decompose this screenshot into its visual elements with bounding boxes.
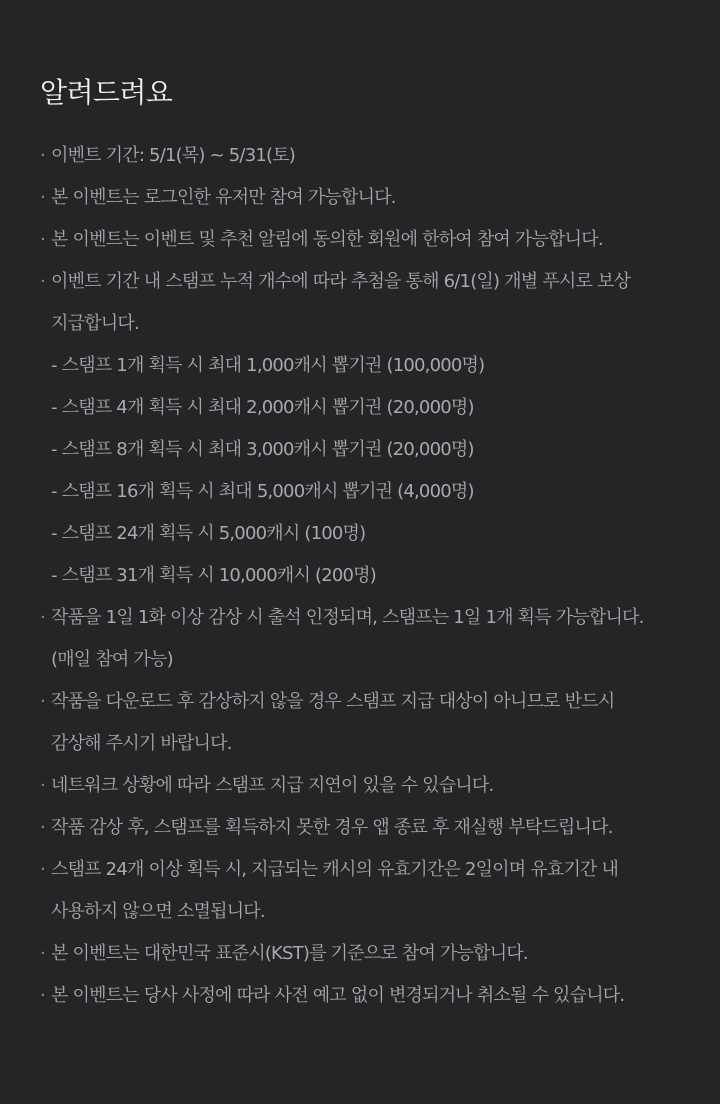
notice-item-text: 본 이벤트는 이벤트 및 추천 알림에 동의한 회원에 한하여 참여 가능합니다. xyxy=(51,229,603,250)
notice-list xyxy=(40,135,690,1017)
notice-item-network xyxy=(40,765,690,807)
notice-item-restart xyxy=(40,807,690,849)
notice-item-text: 지급합니다. xyxy=(51,313,139,334)
notice-item-text: 작품 감상 후, 스탬프를 획득하지 못한 경우 앱 종료 후 재실행 부탁드립니다. xyxy=(51,817,613,838)
notice-item-text: 이벤트 기간: 5/1(목) ~ 5/31(토) xyxy=(51,145,296,166)
reward-tier: - 스탬프 24개 획득 시 5,000캐시 (100명) xyxy=(51,523,366,544)
notice-item-text: 작품을 1일 1화 이상 감상 시 출석 인정되며, 스탬프는 1일 1개 획득 가능합니다. xyxy=(51,607,644,628)
bullet-dot: · xyxy=(40,187,45,208)
notice-item-text: 본 이벤트는 로그인한 유저만 참여 가능합니다. xyxy=(51,187,396,208)
notice-item-text: 작품을 다운로드 후 감상하지 않을 경우 스탬프 지급 대상이 아니므로 반드시 xyxy=(51,691,615,712)
bullet-dot: · xyxy=(40,271,45,292)
notice-item-consent xyxy=(40,219,690,261)
bullet-dot: · xyxy=(40,607,45,628)
notice-item-login xyxy=(40,177,690,219)
notice-item-text: 스탬프 24개 이상 획득 시, 지급되는 캐시의 유효기간은 2일이며 유효기간 내 xyxy=(51,859,619,880)
notice-title: 알려드려요 xyxy=(40,76,173,109)
reward-tier: - 스탬프 1개 획득 시 최대 1,000캐시 뽑기권 (100,000명) xyxy=(51,355,485,376)
notice-item-kst xyxy=(40,933,690,975)
bullet-dot: · xyxy=(40,943,45,964)
bullet-dot: · xyxy=(40,145,45,166)
bullet-dot: · xyxy=(40,229,45,250)
notice-item-attendance xyxy=(40,597,690,681)
bullet-dot: · xyxy=(40,775,45,796)
notice-item-text: 네트워크 상황에 따라 스탬프 지급 지연이 있을 수 있습니다. xyxy=(51,775,494,796)
notice-item-text: (매일 참여 가능) xyxy=(51,649,173,670)
notice-item-period xyxy=(40,135,690,177)
notice-item-reward-draw xyxy=(40,261,690,345)
notice-item-change xyxy=(40,975,690,1017)
bullet-dot: · xyxy=(40,859,45,880)
bullet-dot: · xyxy=(40,817,45,838)
notice-item-text: 본 이벤트는 대한민국 표준시(KST)를 기준으로 참여 가능합니다. xyxy=(51,943,528,964)
notice-item-text: 감상해 주시기 바랍니다. xyxy=(51,733,232,754)
notice-item-cash-expiry xyxy=(40,849,690,933)
reward-tier: - 스탬프 4개 획득 시 최대 2,000캐시 뽑기권 (20,000명) xyxy=(51,397,474,418)
notice-item-text: 이벤트 기간 내 스탬프 누적 개수에 따라 추첨을 통해 6/1(일) 개별 푸시로 보상 xyxy=(51,271,631,292)
reward-tier: - 스탬프 31개 획득 시 10,000캐시 (200명) xyxy=(51,565,376,586)
bullet-dot: · xyxy=(40,691,45,712)
notice-item-text: 본 이벤트는 당사 사정에 따라 사전 예고 없이 변경되거나 취소될 수 있습니다. xyxy=(51,985,625,1006)
reward-tier: - 스탬프 16개 획득 시 최대 5,000캐시 뽑기권 (4,000명) xyxy=(51,481,474,502)
bullet-dot: · xyxy=(40,985,45,1006)
notice-item-download xyxy=(40,681,690,765)
notice-item-text: 사용하지 않으면 소멸됩니다. xyxy=(51,901,265,922)
reward-tier: - 스탬프 8개 획득 시 최대 3,000캐시 뽑기권 (20,000명) xyxy=(51,439,474,460)
